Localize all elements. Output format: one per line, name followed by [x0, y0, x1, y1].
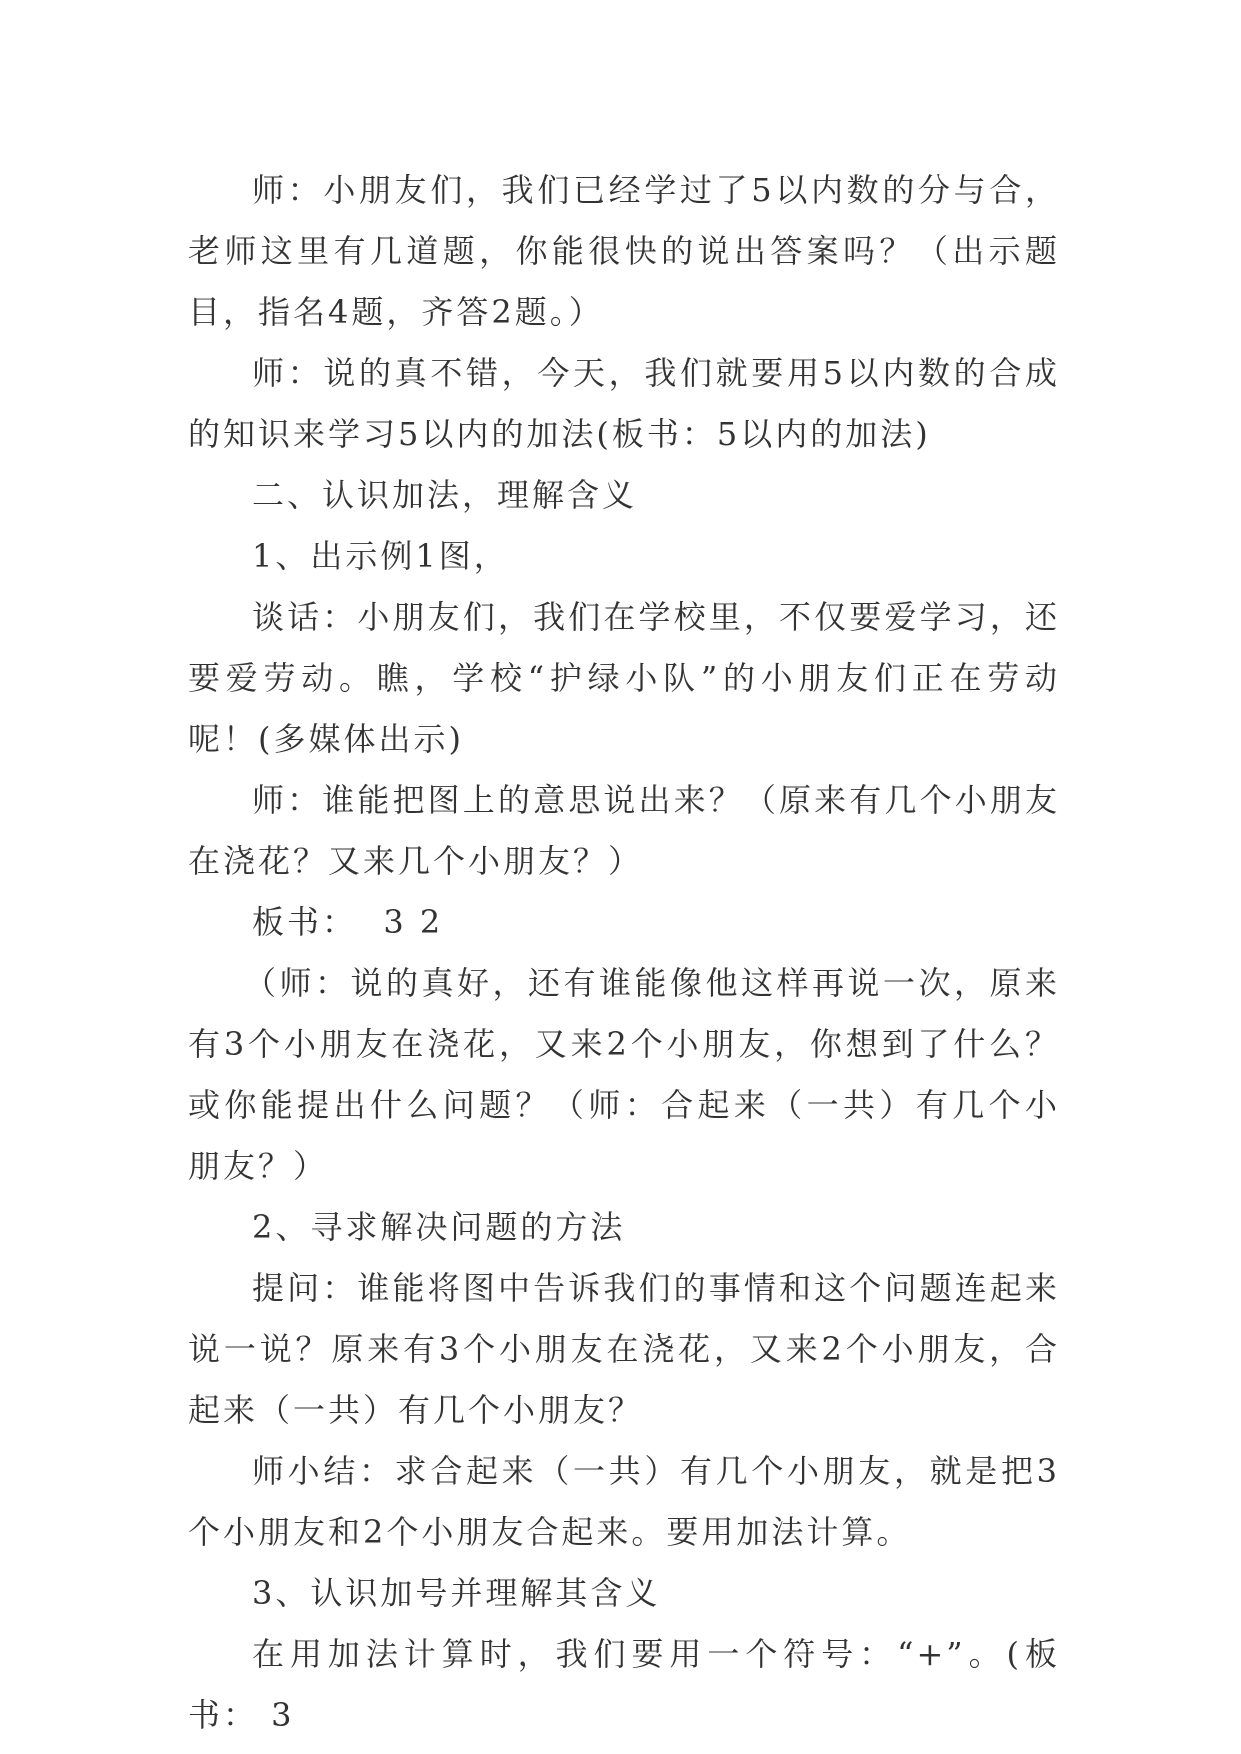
paragraph: 在用加法计算时，我们要用一个符号：“+”。(板书： 3	[188, 1635, 1060, 1734]
paragraph: 师：说的真不错，今天，我们就要用5以内数的合成的知识来学习5以内的加法(板书：5以内的加法)	[188, 354, 1060, 453]
document-body	[188, 160, 1060, 1746]
paragraph: 师：谁能把图上的意思说出来？（原来有几个小朋友在浇花？又来几个小朋友？）	[188, 781, 1060, 880]
section-heading: 二、认识加法，理解含义	[252, 476, 638, 514]
paragraph: （师：说的真好，还有谁能像他这样再说一次，原来有3个小朋友在浇花，又来2个小朋友，你想到了什么？或你能提出什么问题？（师：合起来（一共）有几个小朋友？）	[188, 964, 1060, 1185]
paragraph: 板书： 3 2	[252, 903, 444, 941]
paragraph: 提问：谁能将图中告诉我们的事情和这个问题连起来说一说？原来有3个小朋友在浇花，又来2个小朋友，合起来（一共）有几个小朋友？	[188, 1269, 1060, 1429]
paragraph: 师小结：求合起来（一共）有几个小朋友，就是把3个小朋友和2个小朋友合起来。要用加法计算。	[188, 1452, 1060, 1551]
paragraph: 谈话：小朋友们，我们在学校里，不仅要爱学习，还要爱劳动。瞧，学校“护绿小队”的小朋友们正在劳动呢！(多媒体出示)	[188, 598, 1060, 758]
paragraph: 师：小朋友们，我们已经学过了5以内数的分与合，老师这里有几道题，你能很快的说出答案吗？（出示题目，指名4题，齐答2题。）	[188, 171, 1060, 331]
subsection-heading: 1、出示例1图，	[252, 537, 509, 575]
subsection-heading: 3、认识加号并理解其含义	[252, 1574, 661, 1612]
subsection-heading: 2、寻求解决问题的方法	[252, 1208, 626, 1246]
